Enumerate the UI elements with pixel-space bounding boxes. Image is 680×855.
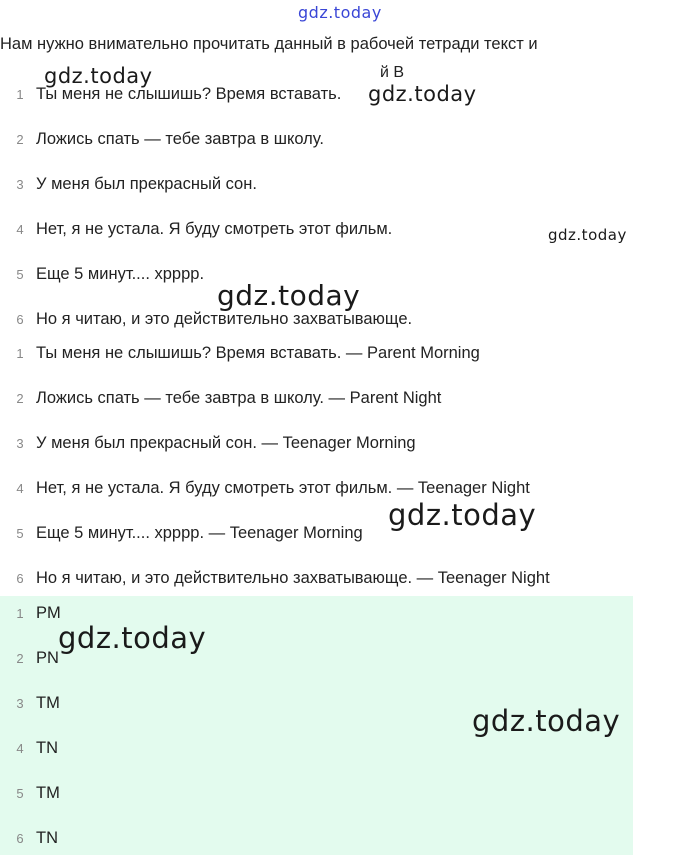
item-number: 3 xyxy=(16,176,24,192)
item-text: У меня был прекрасный сон. — Teenager Morning xyxy=(36,433,416,452)
intro-text: Нам нужно внимательно прочитать данный в рабочей тетради текст и xyxy=(0,35,538,53)
item-text: Нет, я не устала. Я буду смотреть этот фильм. xyxy=(36,219,393,238)
item-text: PN xyxy=(36,648,59,667)
item-number: 5 xyxy=(16,525,24,541)
item-text: TM xyxy=(36,783,60,802)
item-text: Но я читаю, и это действительно захватывающе. — Teenager Night xyxy=(36,568,550,587)
item-text: Ты меня не слышишь? Время вставать. xyxy=(36,84,342,103)
item-number: 5 xyxy=(16,785,24,801)
watermark: gdz.today xyxy=(472,704,621,738)
watermark: gdz.today xyxy=(388,498,537,532)
item-number: 6 xyxy=(16,830,24,846)
item-text: Нет, я не устала. Я буду смотреть этот фильм. — Teenager Night xyxy=(36,478,530,497)
watermark: gdz.today xyxy=(548,226,627,244)
watermark-top: gdz.today xyxy=(298,3,382,22)
item-number: 5 xyxy=(16,266,24,282)
item-text: Ложись спать — тебе завтра в школу. xyxy=(36,129,324,148)
item-number: 4 xyxy=(16,221,24,237)
item-number: 6 xyxy=(16,311,24,327)
watermark: gdz.today xyxy=(217,279,361,312)
item-number: 2 xyxy=(16,650,24,666)
item-number: 3 xyxy=(16,695,24,711)
item-number: 2 xyxy=(16,390,24,406)
item-text: PM xyxy=(36,603,61,622)
item-text: У меня был прекрасный сон. xyxy=(36,174,257,193)
item-number: 1 xyxy=(16,605,24,621)
watermark: gdz.today xyxy=(58,621,207,655)
item-number: 3 xyxy=(16,435,24,451)
watermark: gdz.today xyxy=(368,82,477,106)
item-text: Еще 5 минут.... хрррр. xyxy=(36,264,205,283)
item-number: 2 xyxy=(16,131,24,147)
item-number: 4 xyxy=(16,740,24,756)
item-number: 4 xyxy=(16,480,24,496)
item-text: TN xyxy=(36,738,58,757)
item-text: TM xyxy=(36,693,60,712)
item-number: 6 xyxy=(16,570,24,586)
watermark: gdz.today xyxy=(44,64,153,88)
item-text: Ложись спать — тебе завтра в школу. — Parent Night xyxy=(36,388,442,407)
item-text: Еще 5 минут.... хрррр. — Teenager Morning xyxy=(36,523,363,542)
item-text: Ты меня не слышишь? Время вставать. — Parent Morning xyxy=(36,343,480,362)
item-text: Но я читаю, и это действительно захватывающе. xyxy=(36,309,413,328)
item-text: TN xyxy=(36,828,58,847)
item-number: 1 xyxy=(16,86,24,102)
intro-line2-fragment: й В xyxy=(380,64,405,81)
item-number: 1 xyxy=(16,345,24,361)
